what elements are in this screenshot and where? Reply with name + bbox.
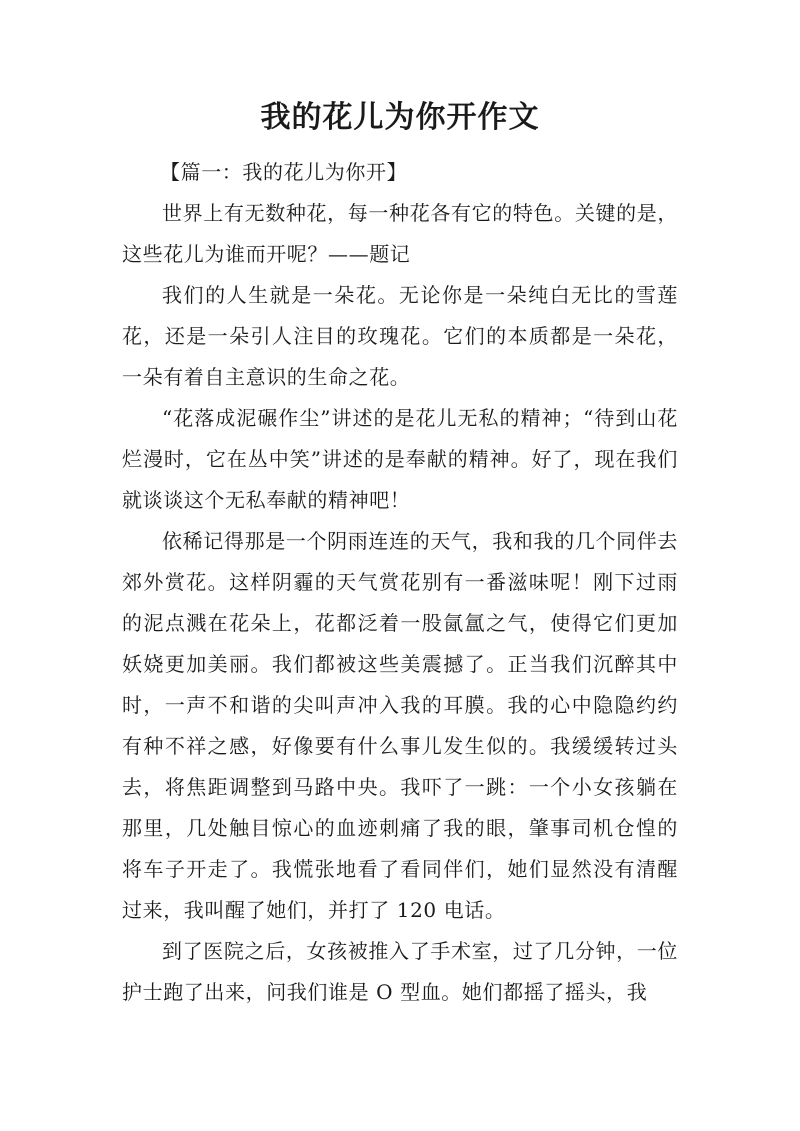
section-heading: 【篇一：我的花儿为你开】 bbox=[160, 160, 408, 184]
document-title: 我的花儿为你开作文 bbox=[260, 100, 540, 135]
paragraph: 世界上有无数种花，每一种花各有它的特色。关键的是，这些花儿为谁而开呢？——题记 bbox=[122, 201, 678, 266]
paragraph: 我们的人生就是一朵花。无论你是一朵纯白无比的雪莲花，还是一朵引人注目的玫瑰花。它们的本质都是一朵花，一朵有着自主意识的生命之花。 bbox=[122, 283, 678, 389]
paragraph: 到了医院之后，女孩被推入了手术室，过了几分钟，一位护士跑了出来，问我们谁是 O 型血。她们都摇了摇头，我 bbox=[122, 939, 678, 1004]
paragraph: 依稀记得那是一个阴雨连连的天气，我和我的几个同伴去郊外赏花。这样阴霾的天气赏花别有一番滋味呢！刚下过雨的泥点溅在花朵上，花都泛着一股氤氲之气，使得它们更加妖娆更加美丽。我们都被这些美震撼了。正当我们沉醉其中时，一声不和谐的尖叫声冲入我的耳膜。我的心中隐隐约约有种不祥之感，好像要有什么事儿发生似的。我缓缓转过头去，将焦距调整到马路中央。我吓了一跳：一个小女孩躺在那里，几处触目惊心的血迹刺痛了我的眼，肇事司机仓惶的将车子开走了。我慌张地看了看同伴们，她们显然没有清醒过来，我叫醒了她们，并打了 120 电话。 bbox=[122, 529, 678, 922]
paragraph: “花落成泥碾作尘”讲述的是花儿无私的精神；“待到山花烂漫时，它在丛中笑”讲述的是奉献的精神。好了，现在我们就谈谈这个无私奉献的精神吧！ bbox=[122, 406, 678, 512]
document-body bbox=[122, 152, 678, 1013]
